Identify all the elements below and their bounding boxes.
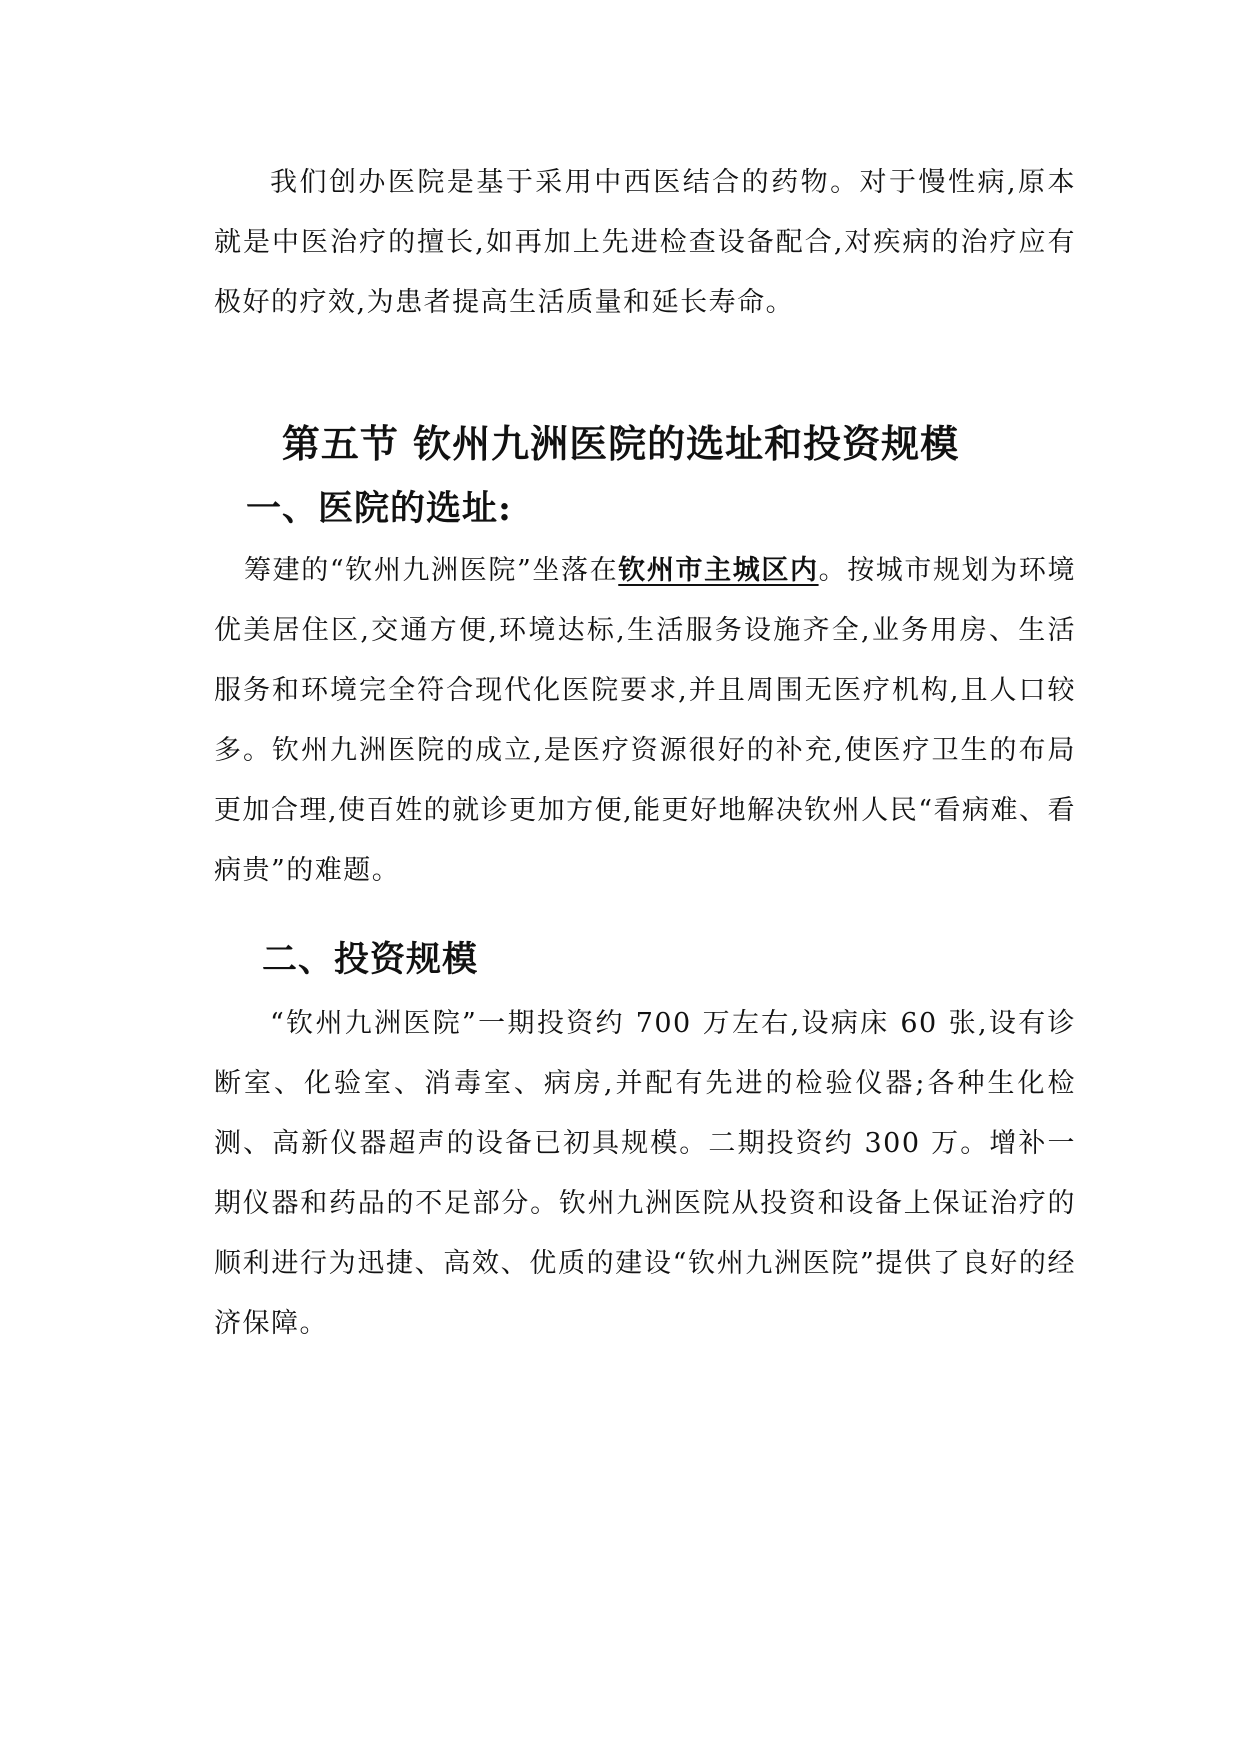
- site-selection-paragraph: [214, 541, 1076, 901]
- section-title: 第五节 钦州九洲医院的选址和投资规模: [281, 421, 960, 466]
- intro-paragraph: 我们创办医院是基于采用中西医结合的药物。对于慢性病,原本就是中医治疗的擅长,如再加上先进检查设备配合,对疾病的治疗应有极好的疗效,为患者提高生活质量和延长寿命。: [214, 167, 1076, 318]
- investment-scale-paragraph: “钦州九洲医院”一期投资约 700 万左右,设病床 60 张,设有诊断室、化验室、消毒室、病房,并配有先进的检验仪器;各种生化检测、高新仪器超声的设备已初具规模。二期投资约 300 万。增补一期仪器和药品的不足部分。钦州九洲医院从投资和设备上保证治疗的顺利进行为迅捷、高效、优质的建设“钦州九洲医院”提供了良好的经济保障。: [214, 1008, 1076, 1339]
- investment-scale-heading: 二、投资规模: [262, 939, 479, 980]
- site-text-after: 。按城市规划为环境优美居住区,交通方便,环境达标,生活服务设施齐全,业务用房、生活服务和环境完全符合现代化医院要求,并且周围无医疗机构,且人口较多。钦州九洲医院的成立,是医疗资源很好的补充,使医疗卫生的布局更加合理,使百姓的就诊更加方便,能更好地解决钦州人民“看病难、看病贵”的难题。: [214, 555, 1077, 886]
- site-selection-heading: 一、医院的选址:: [246, 488, 512, 529]
- site-text-before: 筹建的“钦州九洲医院”坐落在: [244, 555, 619, 586]
- site-location-emphasis: 钦州市主城区内: [618, 555, 819, 586]
